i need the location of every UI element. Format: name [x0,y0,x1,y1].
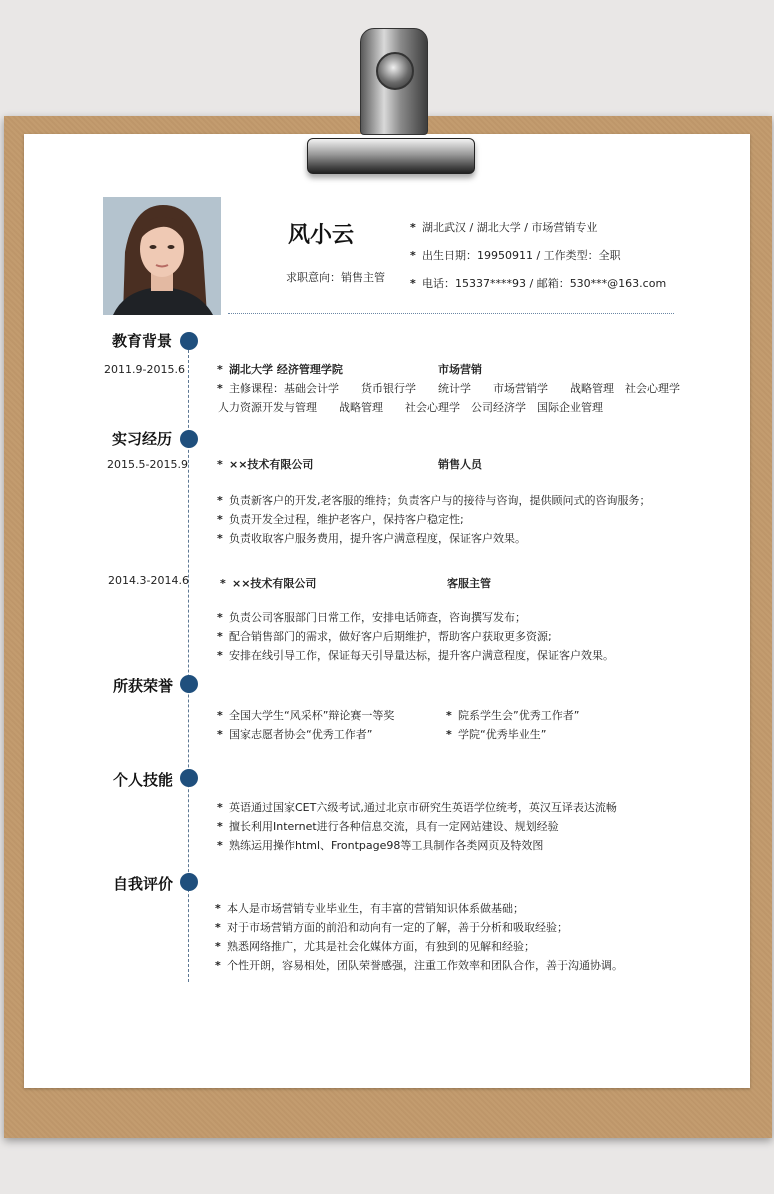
job-role: 销售人员 [438,458,482,471]
header-divider [228,313,674,314]
timeline-dot-icon [180,332,198,350]
education-courses-line1: 主修课程：基础会计学 货币银行学 统计学 市场营销学 战略管理 社会心理学 [229,382,680,395]
job-date: 2015.5-2015.9 [107,458,188,471]
self-eval-item: 熟悉网络推广，尤其是社会化媒体方面，有独到的见解和经验； [227,940,535,953]
portrait-icon [103,197,221,315]
bullet-star: * [215,921,221,934]
bullet-star: * [215,959,221,972]
education-major: 市场营销 [438,363,482,376]
avatar [103,197,221,315]
bullet-star: * [215,940,221,953]
job-item: 负责新客户的开发,老客服的维持；负责客户与的接待与咨询，提供顾问式的咨询服务； [229,494,651,507]
job-item: 配合销售部门的需求，做好客户后期维护，帮助客户获取更多资源; [229,630,552,643]
job-item: 负责开发全过程，维护老客户，保持客户稳定性; [229,513,464,526]
bullet-star: * [217,801,223,814]
skill-item: 擅长利用Internet进行各种信息交流，具有一定网站建设、规划经验 [229,820,559,833]
bullet-star: * [217,494,223,507]
honor-item: 全国大学生“风采杯”辩论赛一等奖 [229,709,395,722]
bullet-star: * [217,363,223,376]
bullet-star: * [217,611,223,624]
education-school: 湖北大学 经济管理学院 [229,363,343,376]
info-birth: 出生日期：19950911 / 工作类型：全职 [422,249,621,262]
bullet-star: * [410,249,416,262]
clip-bar-icon [307,138,475,174]
clip-hole-icon [376,52,414,90]
bullet-star: * [446,728,452,741]
section-title-skills: 个人技能 [113,771,174,789]
job-item: 负责公司客服部门日常工作，安排电话筛查，咨询撰写发布； [229,611,526,624]
job-item: 负责收取客户服务费用，提升客户满意程度，保证客户效果。 [229,532,526,545]
job-item: 安排在线引导工作，保证每天引导量达标，提升客户满意程度，保证客户效果。 [229,649,614,662]
job-role: 客服主管 [447,577,491,590]
section-title-honors: 所获荣誉 [113,677,174,695]
bullet-star: * [217,458,223,471]
bullet-star: * [215,902,221,915]
timeline-dot-icon [180,873,198,891]
education-courses-line2: 人力资源开发与管理 战略管理 社会心理学 公司经济学 国际企业管理 [218,401,603,414]
bullet-star: * [217,820,223,833]
bullet-star: * [217,728,223,741]
skill-item: 英语通过国家CET六级考试,通过北京市研究生英语学位统考，英汉互译表达流畅 [229,801,617,814]
bullet-star: * [410,277,416,290]
honor-item: 学院“优秀毕业生” [458,728,547,741]
timeline-dot-icon [180,430,198,448]
self-eval-item: 对于市场营销方面的前沿和动向有一定的了解，善于分析和吸取经验； [227,921,568,934]
timeline-dot-icon [180,769,198,787]
bullet-star: * [217,630,223,643]
resume-name: 风小云 [288,223,355,248]
info-contact: 电话：15337****93 / 邮箱：530***@163.com [422,277,667,290]
bullet-star: * [217,649,223,662]
section-title-education: 教育背景 [112,332,173,350]
honor-item: 院系学生会”优秀工作者” [458,709,580,722]
bullet-star: * [410,221,416,234]
bullet-star: * [217,709,223,722]
bullet-star: * [217,382,223,395]
bullet-star: * [446,709,452,722]
bullet-star: * [217,513,223,526]
info-location: 湖北武汉 / 湖北大学 / 市场营销专业 [422,221,598,234]
job-date: 2014.3-2014.6 [108,574,189,587]
self-eval-item: 本人是市场营销专业毕业生，有丰富的营销知识体系做基础； [227,902,524,915]
job-company: ××技术有限公司 [229,458,314,471]
job-company: ××技术有限公司 [232,577,317,590]
honor-item: 国家志愿者协会“优秀工作者” [229,728,373,741]
self-eval-item: 个性开朗，容易相处，团队荣誉感强，注重工作效率和团队合作，善于沟通协调。 [227,959,623,972]
timeline-dot-icon [180,675,198,693]
bullet-star: * [217,839,223,852]
section-title-self-eval: 自我评价 [113,875,174,893]
job-intent: 求职意向：销售主管 [286,271,385,284]
bullet-star: * [220,577,226,590]
education-date: 2011.9-2015.6 [104,363,185,376]
section-title-internship: 实习经历 [112,430,173,448]
bullet-star: * [217,532,223,545]
skill-item: 熟练运用操作html、Frontpage98等工具制作各类网页及特效图 [229,839,544,852]
